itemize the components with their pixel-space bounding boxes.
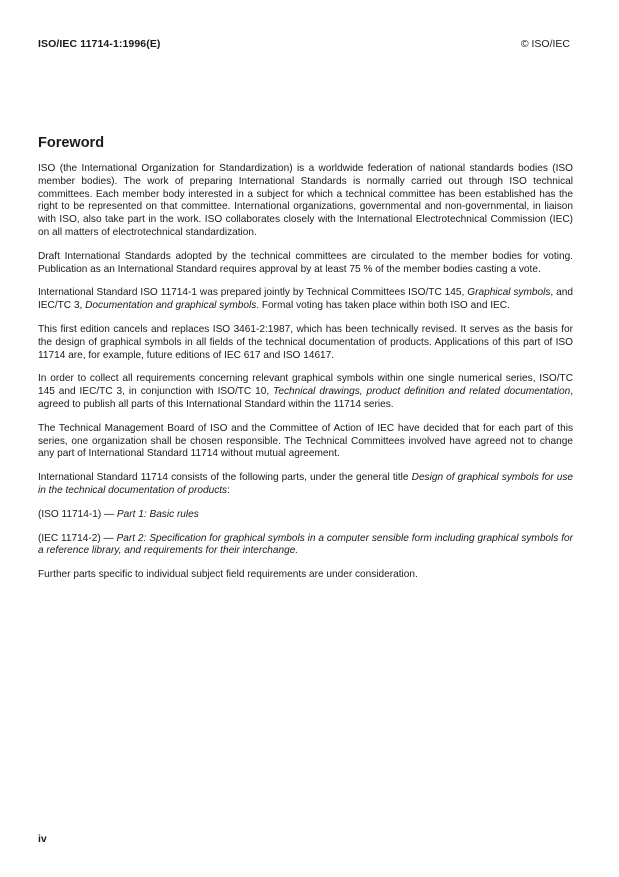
- paragraph-preparation-text-1: International Standard ISO 11714-1 was prepared jointly by Technical Committees ISO/TC 145,: [38, 287, 465, 299]
- part-list-item-2: [38, 533, 573, 559]
- part-1-title: Part 1: Basic rules: [116, 508, 199, 520]
- foreword-body: [38, 163, 573, 593]
- section-title: Foreword: [38, 135, 105, 151]
- paragraph-parts-intro-text-1: International Standard 11714 consists of the following parts, under the general title: [38, 472, 409, 484]
- paragraph-preparation-text-3: . Formal voting has taken place within both ISO and IEC.: [256, 300, 510, 312]
- paragraph-management-board: The Technical Management Board of ISO and the Committee of Action of IEC have decided that for each part of this series, one organization shall be chosen responsible. The Technical Committees involved have agreed not to change any part of International Standard 11714 without mutual agreement.: [38, 422, 573, 460]
- committee-title-documentation: Documentation and graphical symbols: [85, 300, 257, 312]
- document-identifier: ISO/IEC 11714-1:1996(E): [38, 38, 161, 50]
- part-1-reference: (ISO 11714-1) —: [38, 508, 115, 520]
- paragraph-further-parts: Further parts specific to individual subject field requirements are under consideration.: [38, 569, 418, 581]
- committee-title-technical-drawings: Technical drawings, product definition and related documentation: [273, 386, 571, 398]
- paragraph-parts-intro-text-2: :: [227, 484, 230, 496]
- part-2-title: Part 2: Specification for graphical symbols in a computer sensible form including graphical symbols for a reference library, and requirements for their interchange.: [38, 532, 573, 557]
- paragraph-preparation-text-2: , and IEC/TC 3,: [38, 287, 573, 312]
- paragraph-iso-federation: ISO (the International Organization for Standardization) is a worldwide federation of national standards bodies (ISO member bodies). The work of preparing International Standards is normally carried out through ISO technical committees. Each member body interested in a subject for which a technical committee has been established has the right to be represented on that committee. International organizations, governmental and non-governmental, in liaison with ISO, also take part in the work. ISO collaborates closely with the International Electrotechnical Commission (IEC) on all matters of electrotechnical standardization.: [38, 163, 573, 238]
- paragraph-first-edition: This first edition cancels and replaces ISO 3461-2:1987, which has been technically revised. It serves as the basis for the design of graphical symbols in all fields of the technical documentation of products. Applications of this part of ISO 11714 are, for example, future editions of IEC 617 and ISO 14617.: [38, 323, 573, 361]
- copyright-notice: © ISO/IEC: [520, 38, 570, 50]
- part-2-reference: (IEC 11714-2) —: [38, 532, 114, 544]
- paragraph-draft-standards: Draft International Standards adopted by the technical committees are circulated to the member bodies for voting. Publication as an International Standard requires approval by at least 75 % of the member bodies casting a vote.: [38, 250, 573, 275]
- paragraph-parts-intro: [38, 472, 573, 498]
- general-title: Design of graphical symbols for use in the technical documentation of products: [38, 472, 573, 496]
- part-list-item-1: [38, 509, 573, 522]
- paragraph-preparation: [38, 287, 573, 313]
- paragraph-collection-text-2: , agreed to publish all parts of this International Standard within the 11714 series.: [38, 386, 574, 410]
- committee-title-graphical-symbols: Graphical symbols: [467, 287, 551, 299]
- paragraph-collection-text-1: In order to collect all requirements concerning relevant graphical symbols within one single numerical series, ISO/TC 145 and IEC/TC 3, in conjunction with ISO/TC 10,: [38, 373, 573, 398]
- page-number: iv: [38, 833, 47, 845]
- paragraph-collection: [38, 373, 573, 411]
